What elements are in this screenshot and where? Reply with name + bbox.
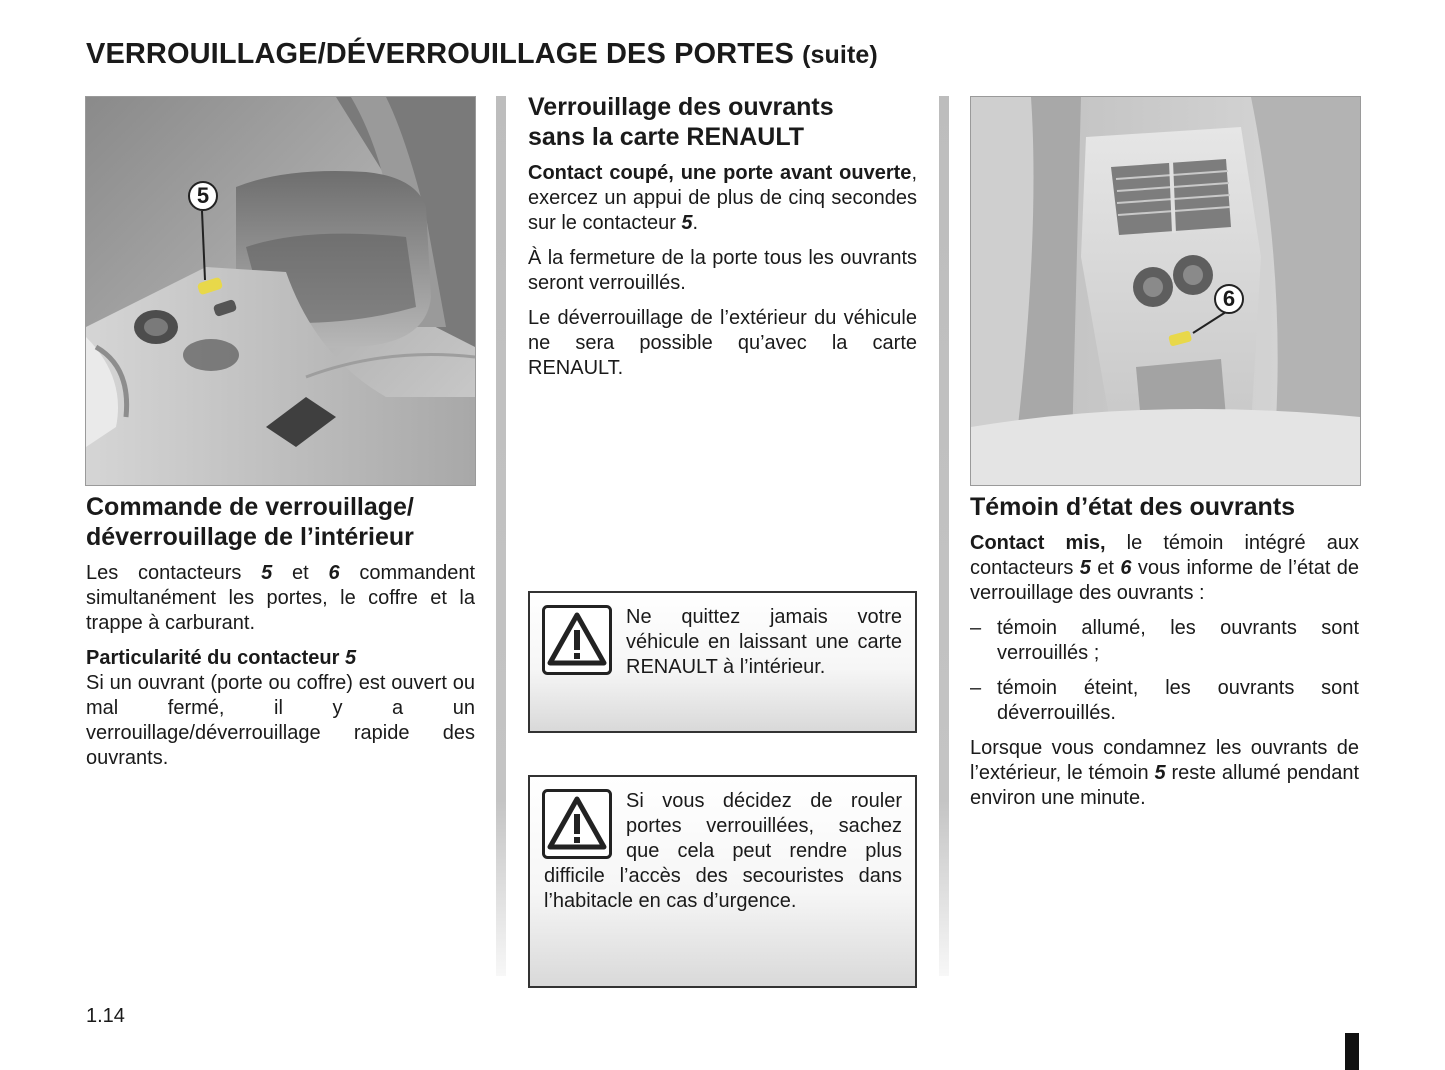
page-title-main: VERROUILLAGE/DÉVERROUILLAGE DES PORTES — [86, 38, 794, 70]
interior-lock-heading-line1: Commande de verrouillage/ — [86, 493, 414, 521]
warning-triangle-icon — [542, 605, 612, 675]
right-column — [970, 492, 1359, 821]
middle-column — [528, 92, 917, 391]
warning-text-card: Ne quittez jamais votre véhicule en laissant une carte RENAULT à l’intérieur. — [626, 606, 902, 678]
page-edge-marker — [1345, 1033, 1359, 1070]
column-divider-right — [939, 96, 949, 976]
warning-text-locked-driving: Si vous décidez de rouler portes verrouillées, sachez que cela peut rendre plus difficile l’accès des secouristes dans l’habitacle en cas d’urgence. — [544, 790, 902, 912]
status-indicator-list — [970, 616, 1359, 726]
callout-6: 6 — [1214, 284, 1244, 314]
status-indicator-paragraph: Contact mis, le témoin intégré aux contacteurs 5 et 6 vous informe de l’état de verrouillage des ouvrants : — [970, 532, 1359, 604]
rear-console-photo — [970, 96, 1361, 486]
left-column — [86, 492, 475, 781]
interior-lock-heading — [86, 492, 475, 552]
rear-console-photo-image — [971, 97, 1360, 485]
lock-without-card-paragraph2: À la fermeture de la porte tous les ouvrants seront verrouillés. — [528, 247, 917, 294]
lock-without-card-paragraph3: Le déverrouillage de l’extérieur du véhicule ne sera possible qu’avec la carte RENAULT. — [528, 307, 917, 379]
page-title — [86, 38, 878, 71]
lock-without-card-paragraph1: Contact coupé, une porte avant ouverte, exercez un appui de plus de cinq secondes sur le contacteur 5. — [528, 162, 917, 234]
list-item: – témoin allumé, les ouvrants sont verrouillés ; — [970, 616, 1359, 666]
console-photo-image — [86, 97, 475, 485]
switch-5-paragraph: Si un ouvrant (porte ou coffre) est ouvert ou mal fermé, il y a un verrouillage/déverrouillage rapide des ouvrants. — [86, 672, 475, 769]
status-indicator-heading: Témoin d’état des ouvrants — [970, 493, 1296, 521]
page-title-suffix: (suite) — [802, 41, 878, 69]
console-photo — [85, 96, 476, 486]
warning-box-card — [528, 591, 917, 733]
interior-lock-heading-line2: déverrouillage de l’intérieur — [86, 523, 414, 551]
lock-without-card-heading-line1: Verrouillage des ouvrants — [528, 93, 834, 121]
list-item: – témoin éteint, les ouvrants sont déverrouillés. — [970, 676, 1359, 726]
lock-without-card-heading-line2: sans la carte RENAULT — [528, 123, 805, 151]
warning-box-locked-driving — [528, 775, 917, 988]
interior-lock-paragraph: Les contacteurs 5 et 6 commandent simultanément les portes, le coffre et la trappe à carburant. — [86, 562, 476, 634]
page-number: 1.14 — [86, 1005, 125, 1027]
callout-5: 5 — [188, 181, 218, 211]
status-indicator-paragraph2: Lorsque vous condamnez les ouvrants de l’extérieur, le témoin 5 reste allumé pendant environ une minute. — [970, 737, 1360, 809]
lock-without-card-heading — [528, 92, 917, 152]
column-divider-left — [496, 96, 506, 976]
switch-5-subheading: Particularité du contacteur 5 — [86, 647, 357, 669]
